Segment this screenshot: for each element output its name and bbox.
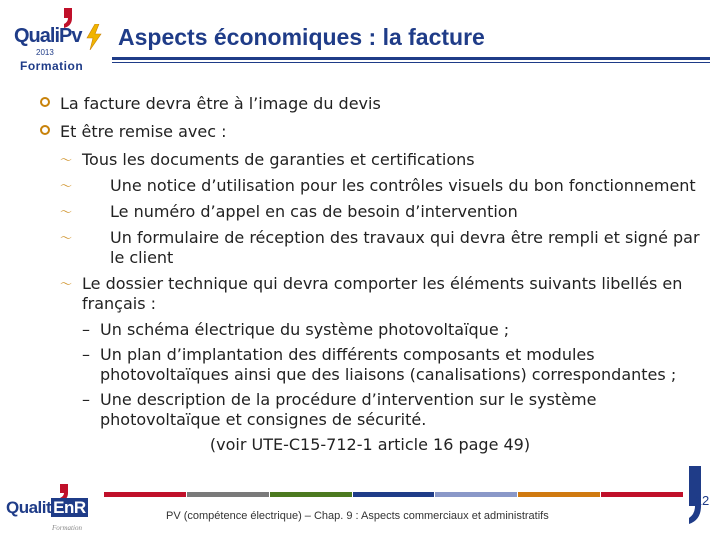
sub-item: 〜 Un formulaire de réception des travaux qui devra être rempli et signé par le client — [60, 228, 700, 267]
footer-bar-segment — [435, 492, 517, 497]
logo-year: 2013 — [36, 48, 54, 57]
logo-formation: Formation — [20, 59, 84, 73]
qualipv-logo — [10, 8, 104, 72]
footer-bar-segment — [601, 492, 683, 497]
dash-item: – Un schéma électrique du système photovoltaïque ; — [82, 320, 510, 339]
page-number: 12 — [694, 493, 710, 508]
footer-bar-segment — [353, 492, 435, 497]
footer-logo-sub: Formation — [52, 524, 82, 532]
reference-note: (voir UTE-C15-712-1 article 16 page 49) — [209, 435, 531, 454]
dash-marker: – — [82, 320, 90, 339]
lightning-bolt-icon — [86, 24, 102, 50]
footer-bar-segment — [187, 492, 269, 497]
sub-item: 〜 Le dossier technique qui devra comporter les éléments suivants libellés en français : — [60, 274, 683, 313]
sub-item: 〜 Le numéro d’appel en cas de besoin d’intervention — [60, 202, 518, 221]
dash-marker: – — [82, 345, 90, 364]
slide-title: Aspects économiques : la facture — [118, 24, 485, 50]
footer-bar-segment — [104, 492, 186, 497]
ring-bullet-icon — [40, 97, 50, 107]
ring-bullet-icon — [40, 125, 50, 135]
wave-bullet-icon: 〜 — [60, 153, 73, 167]
bullet-item: La facture devra être à l’image du devis — [40, 94, 700, 114]
wave-bullet-icon: 〜 — [60, 205, 73, 219]
footer-logo-wordmark: Qualit EnR — [6, 498, 86, 517]
sub-item: 〜 Tous les documents de garanties et certifications — [60, 150, 475, 169]
footer-bar-segment — [518, 492, 600, 497]
dash-marker: – — [82, 390, 90, 409]
wave-bullet-icon: 〜 — [60, 231, 73, 245]
title-rule — [112, 57, 710, 60]
wave-bullet-icon: 〜 — [60, 277, 73, 291]
wave-bullet-icon: 〜 — [60, 179, 73, 193]
slide-content — [40, 94, 700, 455]
title-rule-thin — [112, 62, 710, 63]
bullet-item: Et être remise avec : — [40, 122, 700, 142]
sub-item: 〜 Une notice d’utilisation pour les contrôles visuels du bon fonctionnement — [60, 176, 696, 195]
logo-wordmark: QualiPv — [14, 25, 82, 47]
footer-bar-segment — [270, 492, 352, 497]
dash-item: – Une description de la procédure d’intervention sur le système photovoltaïque et consignes de sécurité. — [82, 390, 597, 429]
qualitenr-logo — [6, 484, 102, 540]
footer-caption: PV (compétence électrique) – Chap. 9 : Aspects commerciaux et administratifs — [166, 510, 549, 522]
dash-item: – Un plan d’implantation des différents composants et modules photovoltaïques ainsi que des liaisons (canalisations) correspondantes ; — [82, 345, 677, 384]
